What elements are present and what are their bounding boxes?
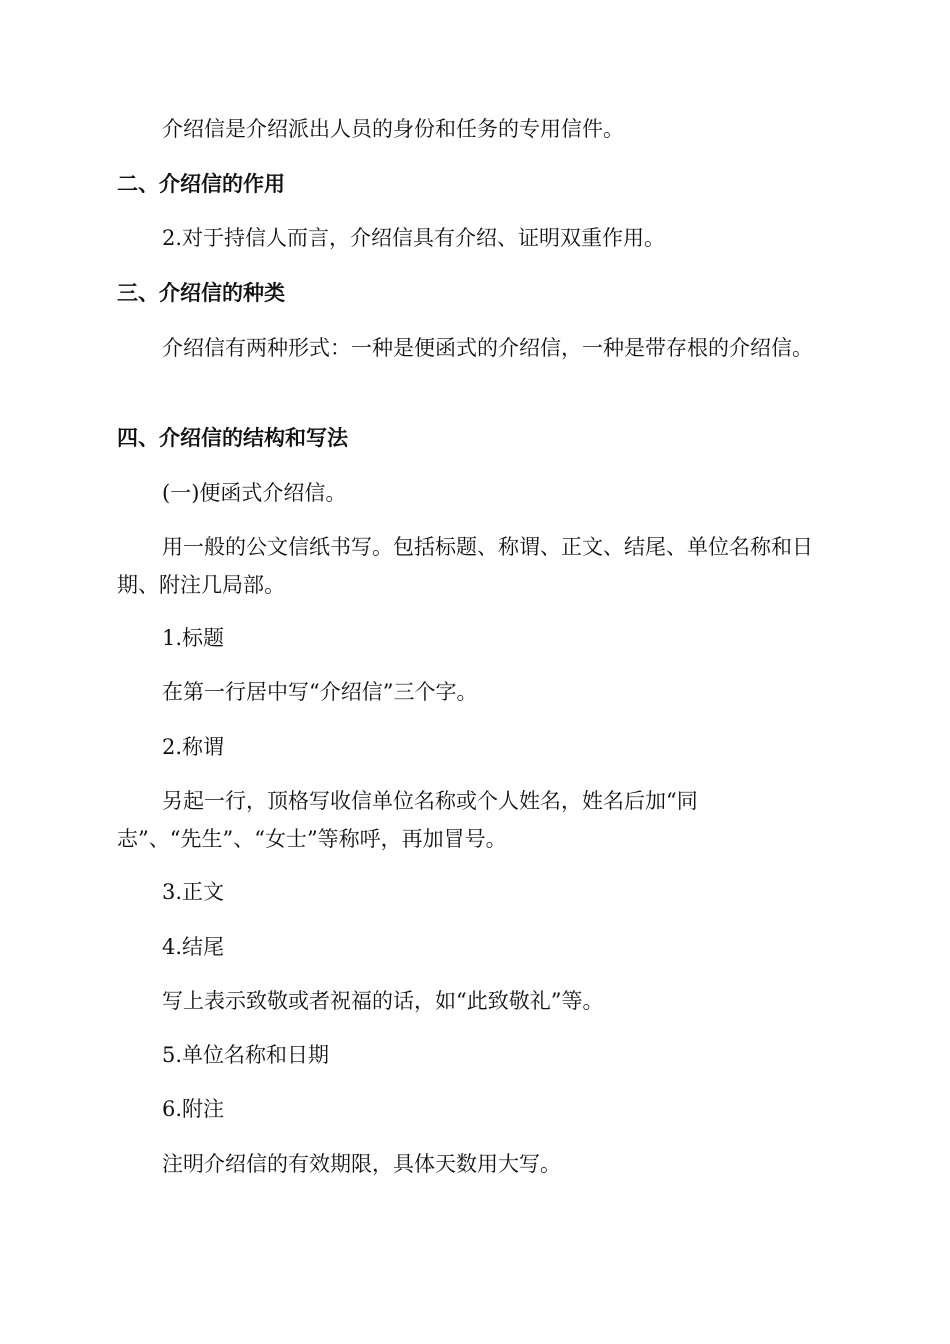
item-title-text: 在第一行居中写“介绍信”三个字。: [162, 680, 478, 704]
item-title: 1.标题: [162, 626, 225, 650]
subheading-memo-letter: (一)便函式介绍信。: [162, 481, 347, 505]
section-heading-types: 三、介绍信的种类: [117, 281, 285, 305]
paragraph-types: 介绍信有两种形式：一种是便函式的介绍信，一种是带存根的介绍信。: [162, 336, 813, 360]
item-salutation-text: 另起一行，顶格写收信单位名称或个人姓名，姓名后加“同志”、“先生”、“女士”等称呼，再加冒号。: [117, 789, 698, 851]
section-heading-structure: 四、介绍信的结构和写法: [117, 426, 348, 450]
item-note: 6.附注: [162, 1097, 225, 1121]
item-unit-date: 5.单位名称和日期: [162, 1043, 330, 1067]
item-closing: 4.结尾: [162, 935, 225, 959]
section-heading-function: 二、介绍信的作用: [117, 172, 285, 196]
item-salutation: 2.称谓: [162, 735, 225, 759]
paragraph-paper-format: 用一般的公文信纸书写。包括标题、称谓、正文、结尾、单位名称和日期、附注几局部。: [117, 535, 813, 597]
item-note-text: 注明介绍信的有效期限，具体天数用大写。: [162, 1152, 561, 1176]
paragraph-function-2: 2.对于持信人而言，介绍信具有介绍、证明双重作用。: [162, 226, 666, 250]
paragraph-definition: 介绍信是介绍派出人员的身份和任务的专用信件。: [162, 117, 624, 141]
item-closing-text: 写上表示致敬或者祝福的话，如“此致敬礼”等。: [162, 989, 604, 1013]
item-body: 3.正文: [162, 880, 225, 904]
